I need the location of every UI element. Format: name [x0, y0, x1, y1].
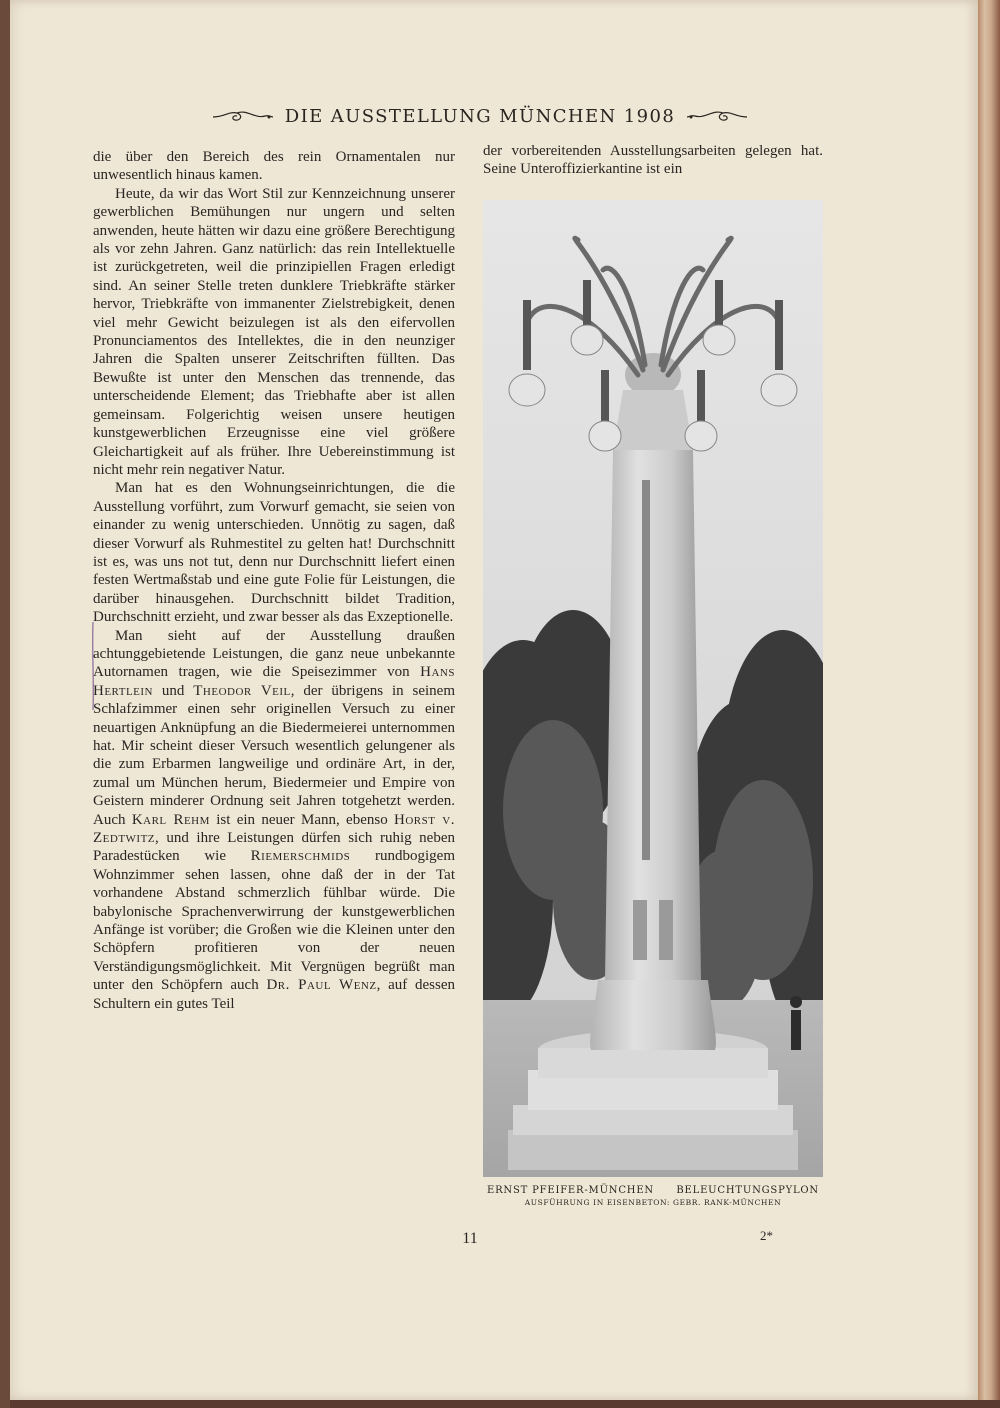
page-edge [978, 0, 1000, 1408]
paragraph [93, 148, 455, 185]
text-run: , der übrigens in seinem Schlafzimmer einen sehr originellen Versuch zu einer neuartigen Anknüpfung an die Biedermeierei unternommen hat. Mir scheint dieser Versuch wesentlich gelungener als die zum Erbarmen langweilige und ordinäre Art, in der, zumal um München herum, Biedermeier und Empire von Geistern minderer Ordnung seit Jahren totgehetzt werden. Auch [93, 682, 455, 828]
caption-subline: AUSFÜHRUNG IN EISENBETON: GEBR. RANK-MÜNCHEN [524, 1198, 782, 1207]
ornament-right-icon [685, 105, 749, 127]
caption-artist: ERNST PFEIFER-MÜNCHEN [487, 1185, 654, 1196]
right-text-column: der vorbereitenden Ausstellungsarbeiten gelegen hat. Seine Unteroffizierkantine ist ein [483, 143, 823, 178]
text-run: , auf dessen Schultern ein gutes Teil [93, 977, 455, 1012]
caption-title: BELEUCHTUNGSPYLON [676, 1185, 819, 1196]
lamp-pylon-photo [483, 200, 823, 1177]
figure-caption [483, 1185, 823, 1207]
text-run: , und ihre Leistungen dürfen sich ruhig neben Paradestücken wie [93, 830, 455, 865]
book-spine [0, 0, 10, 1408]
page-number: 11 [462, 1230, 478, 1247]
ornament-left-icon [211, 105, 275, 127]
person-name: Theodor Veil [193, 682, 291, 699]
caption-row [483, 1185, 823, 1196]
person-name: Horst v. Zedtwitz [93, 811, 455, 847]
paragraph [93, 479, 455, 626]
text-run: Man hat es den Wohnungseinrichtungen, die die Ausstellung vorführt, zum Vorwurf gemacht, sie seien von einander zu wenig unterschieden. Unnötig zu sagen, daß dieser Vorwurf als Ruhmestitel zu gelten hat! Durchschnitt ist es, was uns not tut, denn nur Durchschnitt liefert einen festen Wertmaßstab und eine gute Folie für Leistungen, die darüber hinausgehen. Durchschnitt bildet Tradition, Durchschnitt erzieht, und zwar besser als das Exzeptionelle. [93, 480, 455, 626]
text-run: Heute, da wir das Wort Stil zur Kennzeichnung unserer gewerblichen Bemühungen nur ungern und selten anwenden, heute hätten wir dazu eine größere Berechtigung als vor zehn Jahren. Ganz natürlich: das rein Intellektuelle ist zurückgetreten, weil die prinzipiellen Fragen erledigt sind. An seiner Stelle treten dunklere Triebkräfte stärker hervor, Triebkräfte von immanenter Zielstrebigkeit, denen viel mehr Gewicht beizulegen ist als den eifervollen Pronunciamentos des Intellektes, die in den neunziger Jahren die Spalten unserer Zeitschriften füllten. Das Bewußte ist unter den Menschen das trennende, das unterscheidende Element; das Triebhafte aber ist allen gemeinsam. Folgerichtig weisen unsere heutigen kunstgewerblichen Erzeugnisse eine viel größere Gleichartigkeit auf als früher. Ihre Uebereinstimmung ist nicht mehr rein negativer Natur. [93, 185, 455, 478]
person-name: Karl Rehm [131, 811, 210, 828]
text-run: rundbogigem Wohnzimmer sehen lassen, ohne daß der in der Tat vorhandene Abstand schmerzlich fühlbar würde. Die babylonische Sprachenverwirrung der kunstgewerblichen Anfänge ist vorüber; die Großen wie die Kleinen unter den Schöpfern profitieren von der neuen Verständigungsmöglichkeit. Mit Vergnügen begrüßt man unter den Schöpfern auch [93, 848, 455, 994]
text-run: ist ein neuer Mann, ebenso [209, 811, 395, 828]
text-run: und [153, 682, 194, 699]
running-header [190, 100, 770, 132]
text-run: die über den Bereich des rein Ornamentalen nur unwesentlich hinaus kamen. [93, 149, 455, 184]
person-name: Dr. Paul Wenz [266, 977, 377, 994]
book-bottom-edge [10, 1400, 1000, 1408]
signature-mark: 2* [760, 1228, 773, 1243]
left-text-column [93, 148, 455, 1013]
text-run: Man sieht auf der Ausstellung draußen achtunggebietende Leistungen, die ganz neue unbekannte Autornamen tragen, wie die Speisezimmer von [93, 627, 455, 681]
person-name: Hans Hertlein [93, 664, 455, 699]
pencil-mark [91, 622, 95, 710]
page-title: DIE AUSSTELLUNG MÜNCHEN 1908 [284, 105, 676, 127]
paragraph [93, 627, 455, 1014]
photo-illustration [483, 200, 823, 1177]
person-name: Riemerschmids [250, 848, 351, 865]
paragraph [93, 185, 455, 480]
